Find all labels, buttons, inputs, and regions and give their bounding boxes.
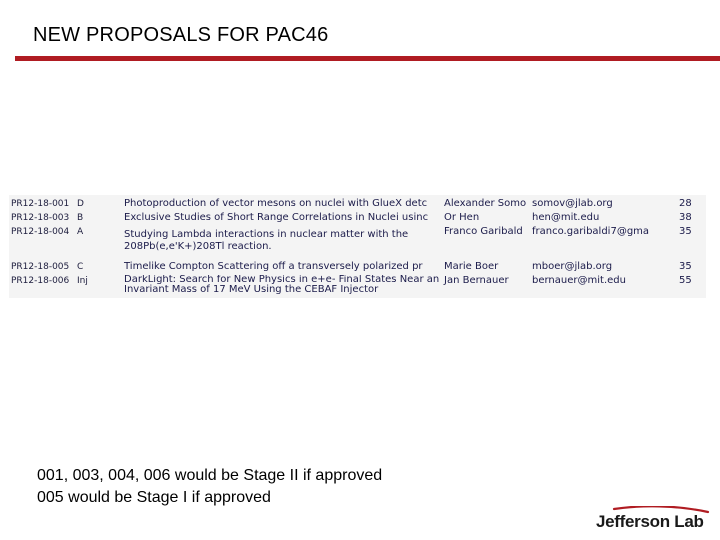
proposal-email: somov@jlab.org (532, 198, 613, 209)
proposal-title: DarkLight: Search for New Physics in e+e- Final States Near an Invariant Mass of 17 MeV Using the CEBAF Injector (124, 274, 440, 295)
proposal-days: 35 (679, 226, 692, 238)
slide-title: NEW PROPOSALS FOR PAC46 (33, 24, 329, 46)
proposal-email: mboer@jlab.org (532, 260, 613, 272)
note-line: 001, 003, 004, 006 would be Stage II if approved (37, 467, 383, 484)
logo-text: Jefferson Lab (596, 512, 704, 531)
proposal-days: 35 (679, 260, 692, 272)
proposal-spokesperson: Franco Garibald (444, 226, 523, 238)
table-row (9, 226, 706, 258)
proposal-spokesperson: Marie Boer (444, 260, 499, 272)
table-row (9, 212, 706, 226)
note-line: 005 would be Stage I if approved (37, 489, 271, 506)
proposal-days: 38 (679, 212, 692, 224)
proposal-spokesperson: Jan Bernauer (444, 274, 509, 286)
proposal-number: PR12-18-005 (11, 261, 70, 272)
proposal-number: PR12-18-003 (11, 213, 70, 224)
title-divider (15, 56, 720, 61)
proposal-email: franco.garibaldi7@gma (532, 226, 650, 238)
table-row (9, 198, 706, 212)
jefferson-lab-logo (596, 506, 714, 534)
proposal-number: PR12-18-006 (11, 275, 70, 286)
proposal-spokesperson: Or Hen (444, 212, 480, 224)
proposal-title: Photoproduction of vector mesons on nuclei with GlueX detc (124, 198, 428, 209)
proposal-title: Timelike Compton Scattering off a transversely polarized pr (124, 260, 423, 272)
proposal-table (9, 195, 706, 298)
proposal-title: Studying Lambda interactions in nuclear matter with the 208Pb(e,e'K+)208Tl reaction. (124, 229, 409, 253)
table-row (9, 261, 706, 275)
proposal-days: 55 (679, 274, 692, 286)
proposal-number: PR12-18-004 (11, 227, 70, 238)
proposal-grade: C (77, 261, 84, 272)
proposal-email: bernauer@mit.edu (532, 274, 626, 286)
proposal-grade: Inj (77, 275, 88, 286)
proposal-spokesperson: Alexander Somo (444, 198, 527, 209)
proposal-grade: A (77, 227, 84, 238)
proposal-days: 28 (679, 198, 692, 209)
proposal-grade: B (77, 213, 84, 224)
proposal-grade: D (77, 199, 84, 209)
proposal-number: PR12-18-001 (11, 199, 70, 209)
approval-notes (37, 465, 382, 509)
table-row (9, 275, 706, 298)
proposal-title: Exclusive Studies of Short Range Correlations in Nuclei usinc (124, 212, 429, 224)
proposal-email: hen@mit.edu (532, 212, 600, 224)
